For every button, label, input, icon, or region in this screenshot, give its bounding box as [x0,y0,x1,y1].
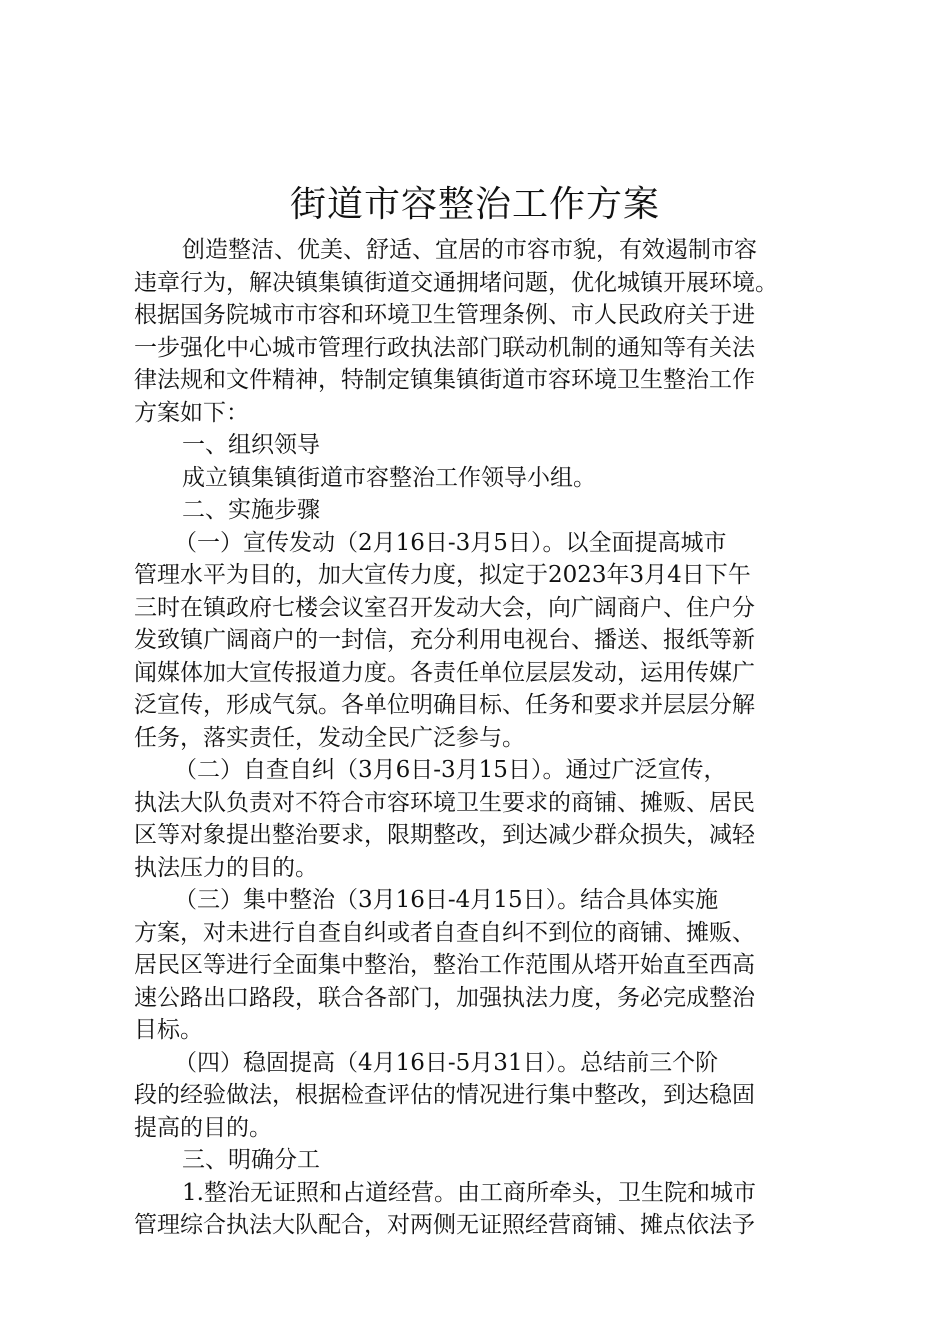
body-line: 目标。 [134,1017,203,1043]
body-line: 任务，落实责任，发动全民广泛参与。 [134,724,525,751]
body-line: 根据国务院城市市容和环境卫生管理条例、市人民政府关于进 [134,302,755,328]
body-line: 执法大队负责对不符合市容环境卫生要求的商铺、摊贩、居民 [134,789,755,816]
body-line: 区等对象提出整治要求，限期整改，到达减少群众损失，减轻 [134,822,755,848]
document-body [134,234,824,1242]
body-line: 1.整治无证照和占道经营。由工商所牵头，卫生院和城市 [182,1179,756,1206]
body-line: 三时在镇政府七楼会议室召开发动大会，向广阔商户、住户分 [134,594,755,621]
body-line: 速公路出口路段，联合各部门，加强执法力度，务必完成整治 [134,984,755,1011]
body-line: 提高的目的。 [134,1114,272,1141]
body-line: 泛宣传，形成气氛。各单位明确目标、任务和要求并层层分解 [134,692,755,718]
body-line: 管理综合执法大队配合，对两侧无证照经营商铺、摊点依法予 [134,1212,755,1238]
body-line: 方案，对未进行自查自纠或者自查自纠不到位的商铺、摊贩、 [134,919,755,946]
body-line: （三）集中整治（3月16日-4月15日）。结合具体实施 [174,887,719,913]
body-line: 管理水平为目的，加大宣传力度，拟定于2023年3月4日下午 [134,562,751,588]
body-line: （四）稳固提高（4月16日-5月31日）。总结前三个阶 [174,1049,719,1076]
body-line: 执法压力的目的。 [134,854,318,881]
body-line: （一）宣传发动（2月16日-3月5日）。以全面提高城市 [174,529,727,556]
body-line: 一、组织领导 [182,432,320,458]
body-line: 违章行为，解决镇集镇街道交通拥堵问题，优化城镇开展环境。 [134,269,778,296]
body-line: 三、明确分工 [182,1147,320,1173]
body-line: 闻媒体加大宣传报道力度。各责任单位层层发动，运用传媒广 [134,659,755,686]
body-line: 段的经验做法，根据检查评估的情况进行集中整改，到达稳固 [134,1082,755,1108]
body-line: 发致镇广阔商户的一封信，充分利用电视台、播送、报纸等新 [134,627,755,653]
body-line: 一步强化中心城市管理行政执法部门联动机制的通知等有关法 [134,334,755,361]
body-line: 二、实施步骤 [182,497,320,523]
body-line: 居民区等进行全面集中整治，整治工作范围从塔开始直至西高 [134,952,755,978]
document-title: 街道市容整治工作方案 [289,184,660,225]
body-line: （二）自查自纠（3月6日-3月15日）。通过广泛宣传， [174,757,727,783]
body-line: 方案如下： [134,399,249,426]
body-line: 成立镇集镇街道市容整治工作领导小组。 [182,464,596,491]
body-line: 创造整洁、优美、舒适、宜居的市容市貌，有效遏制市容 [182,237,757,263]
body-line: 律法规和文件精神，特制定镇集镇街道市容环境卫生整治工作 [134,367,755,393]
